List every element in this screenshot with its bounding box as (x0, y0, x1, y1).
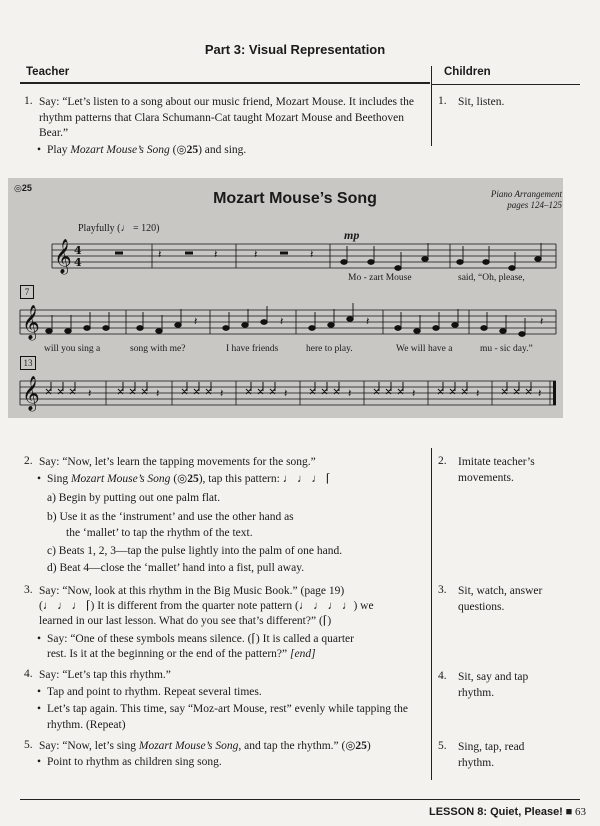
cd-icon: ◎ (176, 144, 187, 156)
part-title: Part 3: Visual Representation (204, 42, 386, 57)
dynamic-marking: mp (344, 228, 360, 242)
children-column-header: Children (444, 66, 491, 78)
time-sig-top: 4 (74, 244, 82, 257)
step-2-song-title: Mozart Mouse’s Song (70, 473, 171, 485)
quarter-rest-icon: ⌈ (251, 633, 256, 645)
lyric: I have friends (226, 344, 279, 354)
step-4-say: Say: “Let’s tap this rhythm.” (39, 669, 171, 681)
column-divider-bottom (431, 448, 432, 780)
svg-text:𝄽: 𝄽 (476, 387, 480, 400)
step-2-sing-text: Sing (47, 473, 71, 485)
svg-text:𝄽: 𝄽 (538, 387, 542, 400)
lyric: We will have a (396, 344, 453, 354)
footer-square-icon: ■ (565, 806, 573, 818)
step-1-number: 1. (24, 95, 33, 107)
svg-text:𝄽: 𝄽 (88, 387, 92, 400)
step-2-c: c) Beats 1, 2, 3—tap the pulse lightly into the palm of one hand. (47, 545, 343, 557)
quarter-rest: 𝄽 (254, 248, 258, 261)
teacher-column-header: Teacher (26, 66, 70, 78)
cd-icon: ◎ (14, 183, 22, 193)
rhythm-pattern-icon: ♩ ♩ ♩ ⌈ (282, 473, 331, 485)
step-3-bullet-line-2-text: rest. Is it at the beginning or the end of the pattern?” (47, 648, 288, 660)
svg-text:𝄽: 𝄽 (348, 387, 352, 400)
step-2-tap-text: ), tap this pattern: (198, 473, 280, 485)
step-1-say: Say: “Let’s listen to a song about our music friend, Mozart Mouse. It includes the rhythm patterns that Clara Schumann-Cat taught Mozart Mouse and Beethoven Bear.” (39, 96, 414, 139)
step-4-bullet-2: • Let’s tap again. This time, say “Moz-art Mouse, rest” evenly while tapping the rhythm. (Repeat) (47, 702, 417, 733)
quarter-rest: 𝄽 (310, 248, 314, 261)
treble-clef-icon: 𝄞 (22, 305, 40, 340)
step-5-number: 5. (24, 739, 33, 751)
quarter-rest: 𝄽 (158, 248, 162, 261)
svg-text:𝄽: 𝄽 (156, 387, 160, 400)
child-2-number: 2. (438, 455, 447, 467)
step-2-b1: b) Use it as the ‘instrument’ and use the other hand as (47, 511, 294, 523)
rhythm-staff-3 (46, 382, 531, 394)
step-1-bullet: • Play Mozart Mouse’s Song (◎25) and sing. (47, 143, 427, 159)
step-5-say: Say: “Now, let’s sing Mozart Mouse’s Song, and tap the rhythm.” (◎25) (39, 740, 371, 752)
footer-lesson: LESSON 8: Quiet, Please! (428, 806, 563, 818)
tempo-value: = 120) (133, 223, 160, 234)
step-3-line-2-text: It is different from the quarter note pattern (97, 600, 293, 612)
step-3-bullet-text-2: It is called a quarter (262, 633, 354, 645)
step-1-song-title: Mozart Mouse’s Song (70, 144, 170, 156)
child-4-text: Sit, say and tap rhythm. (458, 671, 529, 699)
step-3-line-2: (♩ ♩ ♩ ⌈) It is different from the quarter note pattern (♩ ♩ ♩ ♩) we (39, 600, 374, 612)
page-number: 63 (575, 806, 586, 818)
treble-clef-icon: 𝄞 (22, 376, 40, 411)
staff-2 (20, 310, 556, 334)
arrangement-line-2: pages 124–125 (507, 200, 562, 210)
lyric: song with me? (130, 344, 186, 354)
child-3-number: 3. (438, 584, 447, 596)
child-2-text: Imitate teacher’s movements. (458, 456, 535, 484)
measure-number-13: 13 (20, 356, 36, 370)
svg-text:𝄽: 𝄽 (220, 387, 224, 400)
step-3-line-3: learned in our last lesson. What do you see that’s different?” (⌈) (39, 615, 332, 627)
lyric: Mo - zart Mouse (348, 273, 412, 283)
tempo-word: Playfully (78, 223, 115, 234)
lyric: said, “Oh, please, (458, 273, 525, 283)
staff-1 (52, 244, 556, 268)
footer-rule (20, 799, 580, 800)
step-3-answer: [end] (290, 648, 316, 660)
step-3-bullet-text: Say: “One of these symbols means silence. (47, 633, 245, 645)
step-5-say-end: and tap the rhythm.” (241, 740, 339, 752)
quarter-rest-icon: ⌈ (322, 615, 328, 627)
svg-text:𝄽: 𝄽 (412, 387, 416, 400)
step-2-a: a) Begin by putting out one palm flat. (47, 492, 221, 504)
lyric: mu - sic day.” (480, 344, 533, 354)
svg-text:𝄽: 𝄽 (366, 315, 370, 328)
rhythm-pattern-icon: ♩ ♩ ♩ ⌈ (42, 600, 91, 612)
step-5-bullet: • Point to rhythm as children sing song. (47, 755, 427, 771)
quarter-rest: 𝄽 (214, 248, 218, 261)
step-2-track: 25 (187, 473, 199, 485)
step-3-bullet: • Say: “One of these symbols means silence. (⌈) It is called a quarter (47, 632, 427, 648)
step-3-number: 3. (24, 584, 33, 596)
final-barline (553, 381, 556, 405)
step-2-d: d) Beat 4—close the ‘mallet’ hand into a fist, pull away. (47, 562, 305, 574)
quarter-note-pattern-icon: ♩ ♩ ♩ ♩ (298, 600, 354, 612)
step-2-bullet: • Sing Mozart Mouse’s Song (◎25), tap this pattern: ♩ ♩ ♩ ⌈ (47, 472, 427, 488)
music-track-number: 25 (21, 183, 32, 193)
child-4-number: 4. (438, 670, 447, 682)
step-5-say-text: Say: “Now, let’s sing (39, 740, 139, 752)
child-5-text: Sing, tap, read rhythm. (458, 741, 525, 769)
song-title: Mozart Mouse’s Song (213, 190, 377, 207)
step-3-line-2-end: we (360, 600, 374, 612)
step-3-line-3-text: learned in our last lesson. What do you see that’s different?” (39, 615, 317, 627)
step-2-b2: the ‘mallet’ to tap the rhythm of the text. (66, 527, 253, 539)
svg-text:𝄽: 𝄽 (280, 315, 284, 328)
measure-number-7: 7 (20, 285, 34, 299)
step-2-number: 2. (24, 455, 33, 467)
svg-text:𝄽: 𝄽 (540, 315, 544, 328)
step-2-say: Say: “Now, let’s learn the tapping movements for the song.” (39, 456, 316, 468)
svg-text:𝄽: 𝄽 (284, 387, 288, 400)
tempo-marking: Playfully (♩ = 120) (78, 223, 160, 234)
step-1-and-sing: and sing. (201, 144, 247, 156)
step-3-bullet-line-2 (47, 647, 427, 663)
step-5-song-title: Mozart Mouse’s Song, (138, 740, 242, 752)
step-3-line-1: Say: “Now, look at this rhythm in the Big Music Book.” (page 19) (39, 585, 345, 597)
lyric: will you sing a (44, 344, 101, 354)
step-1-track: 25 (186, 144, 199, 156)
child-3-text: Sit, watch, answer questions. (458, 585, 543, 613)
notes-staff-2 (46, 303, 526, 336)
step-4-bullet-1: • Tap and point to rhythm. Repeat several times. (47, 685, 427, 701)
child-1-text: Sit, listen. (458, 96, 505, 108)
footer (429, 806, 586, 818)
quarter-note-icon: ♩ (120, 223, 131, 234)
lyric: here to play. (306, 344, 353, 354)
step-5-track: 25 (355, 740, 367, 752)
svg-text:𝄽: 𝄽 (194, 315, 198, 328)
treble-clef-icon: 𝄞 (54, 239, 72, 274)
step-4-number: 4. (24, 668, 33, 680)
step-1-play-text: Play (47, 144, 71, 156)
child-1-number: 1. (438, 95, 447, 107)
notes-staff-1 (341, 243, 542, 270)
cd-icon: ◎ (177, 473, 188, 485)
cd-icon: ◎ (345, 740, 356, 752)
child-5-number: 5. (438, 740, 447, 752)
time-sig-bottom: 4 (74, 256, 82, 269)
arrangement-line-1: Piano Arrangement (490, 189, 562, 199)
